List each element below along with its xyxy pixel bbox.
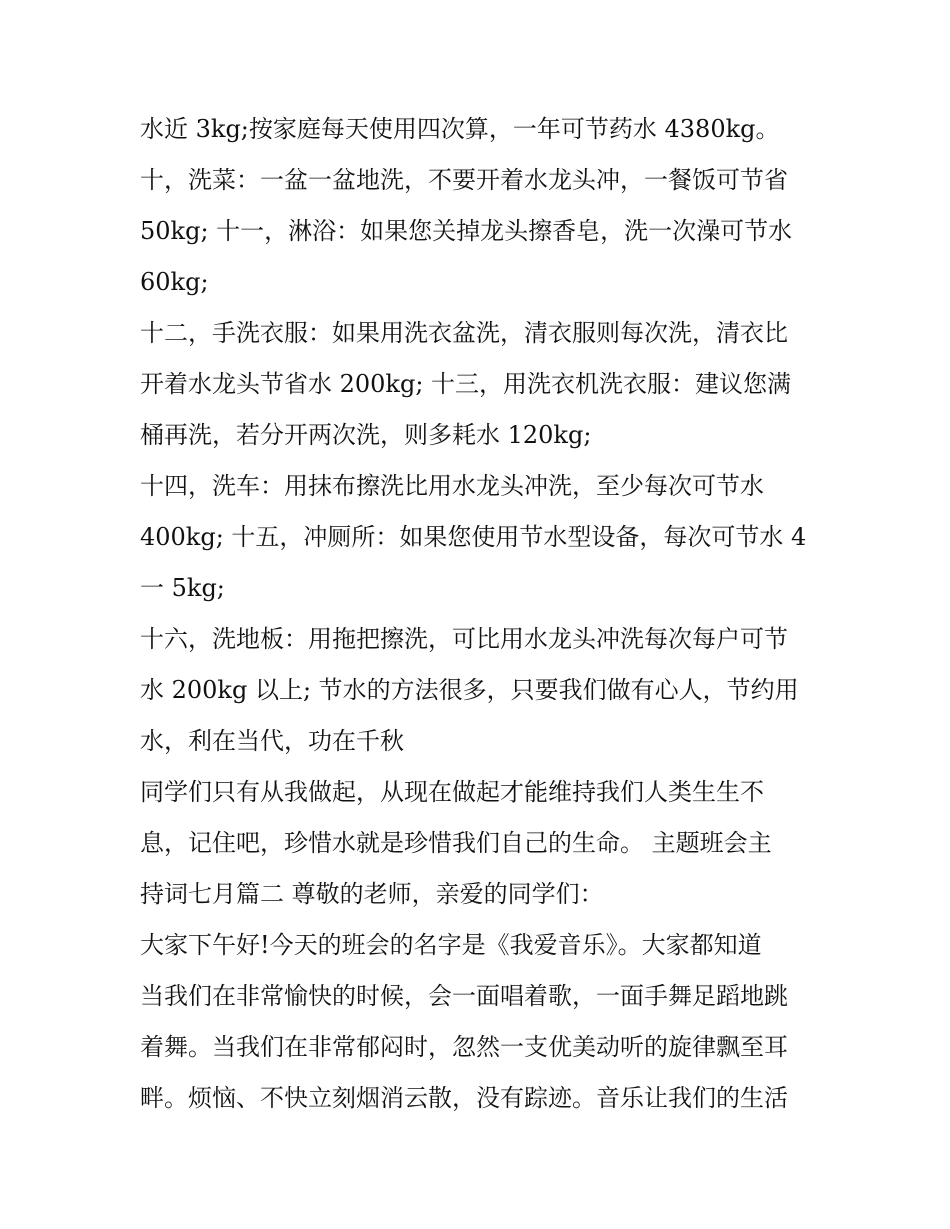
text-line: 十二，手洗衣服：如果用洗衣盆洗，清衣服则每次洗，清衣比	[140, 319, 788, 347]
text-line: 十，洗菜：一盆一盆地洗，不要开着水龙头冲，一餐饭可节省	[140, 166, 788, 194]
text-line: 息，记住吧，珍惜水就是珍惜我们自己的生命。 主题班会主	[140, 829, 772, 857]
document-body	[140, 104, 830, 1124]
text-line: 畔。烦恼、不快立刻烟消云散，没有踪迹。音乐让我们的生活	[140, 1084, 788, 1112]
text-line: 十六，洗地板：用拖把擦洗，可比用水龙头冲洗每次每户可节	[140, 625, 788, 653]
text-line: 桶再洗，若分开两次洗，则多耗水 120kg;	[140, 421, 592, 449]
text-line: 400kg; 十五，冲厕所：如果您使用节水型设备，每次可节水 4	[140, 523, 807, 551]
text-line: 一 5kg;	[140, 574, 225, 602]
text-line: 大家下午好!今天的班会的名字是《我爱音乐》。大家都知道	[140, 931, 762, 959]
text-line: 开着水龙头节省水 200kg; 十三，用洗衣机洗衣服：建议您满	[140, 370, 792, 398]
text-line: 当我们在非常愉快的时候，会一面唱着歌，一面手舞足蹈地跳	[140, 982, 788, 1010]
text-line: 着舞。当我们在非常郁闷时，忽然一支优美动听的旋律飘至耳	[140, 1033, 788, 1061]
text-line: 水近 3kg;按家庭每天使用四次算，一年可节药水 4380kg。	[140, 115, 780, 143]
text-line: 水 200kg 以上; 节水的方法很多，只要我们做有心人，节约用	[140, 676, 799, 704]
text-line: 60kg;	[140, 268, 209, 296]
text-line: 十四，洗车：用抹布擦洗比用水龙头冲洗，至少每次可节水	[140, 472, 764, 500]
text-line: 50kg; 十一，淋浴：如果您关掉龙头擦香皂，洗一次澡可节水	[140, 217, 793, 245]
text-line: 同学们只有从我做起，从现在做起才能维持我们人类生生不	[140, 778, 764, 806]
text-line: 持词七月篇二 尊敬的老师，亲爱的同学们：	[140, 880, 604, 908]
text-line: 水，利在当代，功在千秋	[140, 727, 404, 755]
